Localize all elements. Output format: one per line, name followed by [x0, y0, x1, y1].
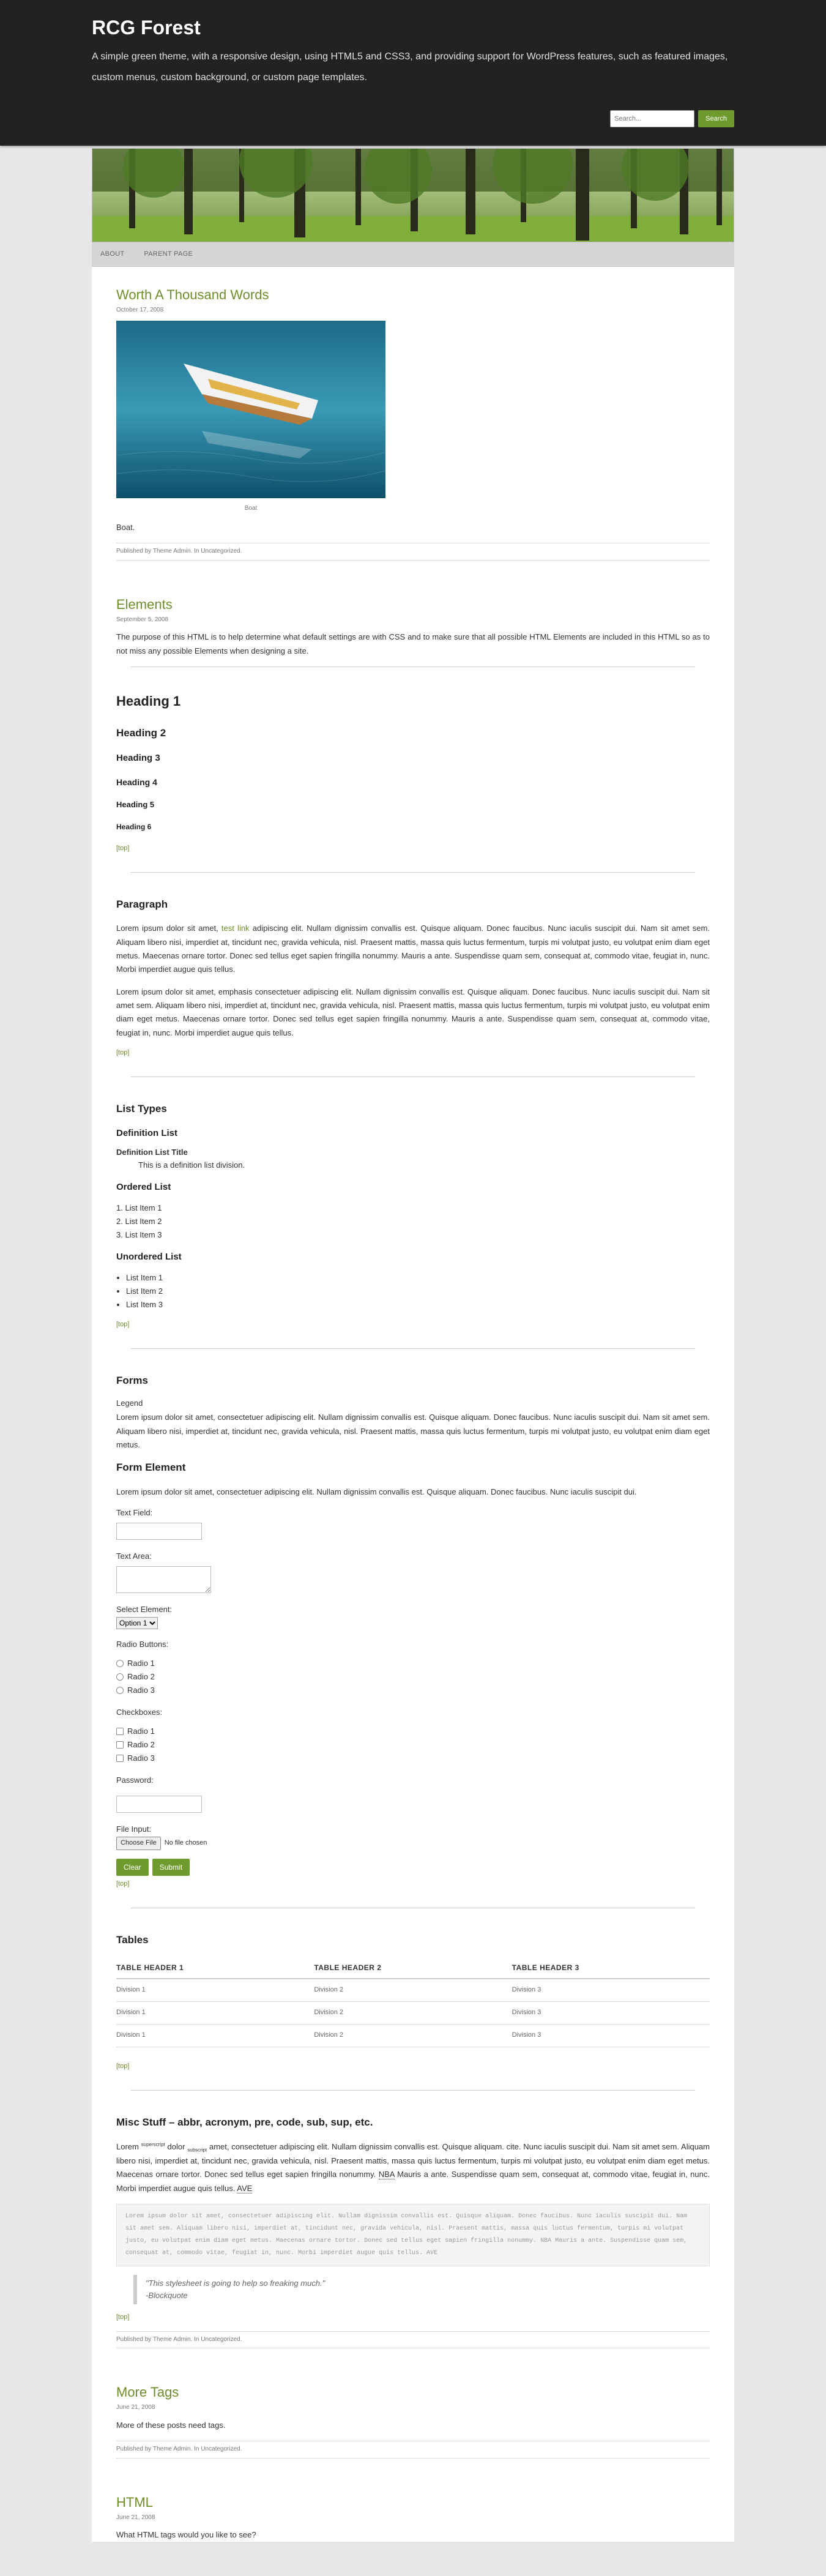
- divider: [131, 872, 695, 873]
- post-body: What HTML tags would you like to see?: [116, 2530, 256, 2539]
- checkbox-option-1[interactable]: [116, 1725, 710, 1738]
- blockquote-cite: -Blockquote: [146, 2290, 188, 2300]
- checkbox-label: Radio 2: [127, 1739, 155, 1749]
- submit-button[interactable]: Submit: [152, 1859, 190, 1876]
- subscript-text: subscript: [187, 2147, 207, 2153]
- table-cell: Division 3: [512, 2002, 710, 2025]
- password-input[interactable]: [116, 1796, 202, 1813]
- choose-file-button[interactable]: Choose File: [116, 1837, 161, 1850]
- text-field-label: Text Field:: [116, 1508, 153, 1518]
- select-element[interactable]: [116, 1617, 158, 1629]
- paragraph-text: Lorem: [116, 2141, 141, 2151]
- radio-group: [116, 1657, 710, 1697]
- section-title-forms: Forms: [116, 1374, 148, 1386]
- site-description: A simple green theme, with a responsive design, using HTML5 and CSS3, and providing support for WordPress features, such as featured images, custom menus, custom background, or custom page templates.: [92, 51, 728, 83]
- definition-list: [116, 1147, 710, 1172]
- post-body: More of these posts need tags.: [116, 2420, 226, 2430]
- table-row: [116, 2002, 710, 2025]
- post-intro: The purpose of this HTML is to help determine what default settings are with CSS and to make sure that all possible HTML Elements are included in this HTML so as to not miss any possible Elements when designing a site.: [116, 632, 710, 655]
- checkbox-label: Radio 1: [127, 1726, 155, 1736]
- table-row: [116, 1979, 710, 2001]
- blockquote: [133, 2275, 693, 2304]
- heading-6: Heading 6: [116, 823, 152, 832]
- top-link[interactable]: [top]: [116, 1320, 130, 1328]
- acronym[interactable]: AVE: [237, 2183, 253, 2193]
- file-input-label: File Input:: [116, 1824, 152, 1834]
- top-link[interactable]: [top]: [116, 1880, 130, 1888]
- post-html: [116, 2493, 710, 2542]
- post-worth-a-thousand-words: [116, 285, 710, 561]
- preformatted-code-block: Lorem ipsum dolor sit amet, consectetuer adipiscing elit. Nullam dignissim convallis est. Quisque aliquam. Donec faucibus. Nunc iaculis suscipit dui. Nam sit amet sem. Aliquam libero nisi, imperdiet at, tincidunt nec, gravida vehicula, nisl. Praesent mattis, massa quis luctus fermentum, turpis mi volutpat justo, eu volutpat enim diam eget metus. Maecenas ornare tortor. Donec sed tellus eget sapien fringilla nonummy. NBA Mauris a ante. Suspendisse quam sem, consequat at, commodo vitae, feugiat in, nunc. Morbi imperdiet augue quis tellus. AVE: [116, 2204, 710, 2266]
- radio-label: Radio 1: [127, 1658, 155, 1668]
- top-link[interactable]: [top]: [116, 2313, 130, 2321]
- definition-description: This is a definition list division.: [138, 1160, 245, 1170]
- radio-button[interactable]: [116, 1660, 124, 1667]
- clear-button[interactable]: Clear: [116, 1859, 149, 1876]
- unordered-list: [126, 1271, 710, 1312]
- file-status: No file chosen: [164, 1839, 207, 1847]
- blockquote-text: "This stylesheet is going to help so freaking much.": [146, 2278, 326, 2288]
- password-label: Password:: [116, 1775, 154, 1785]
- post-date: June 21, 2008: [116, 2514, 155, 2521]
- post-date: October 17, 2008: [116, 306, 164, 313]
- section-title-form-element: Form Element: [116, 1462, 186, 1474]
- ordered-list: [116, 1201, 710, 1242]
- section-title-tables: Tables: [116, 1934, 149, 1946]
- definition-term: Definition List Title: [116, 1148, 188, 1157]
- abbreviation[interactable]: NBA: [378, 2170, 395, 2179]
- form-buttons: [116, 1859, 710, 1876]
- checkbox[interactable]: [116, 1741, 124, 1749]
- form-element-paragraph: Lorem ipsum dolor sit amet, consectetuer adipiscing elit. Nullam dignissim convallis est. Quisque aliquam. Donec faucibus. Nunc iaculis suscipit dui.: [116, 1487, 637, 1496]
- heading-3: Heading 3: [116, 753, 160, 764]
- table-cell: Division 2: [314, 2024, 512, 2047]
- text-area-label: Text Area:: [116, 1551, 152, 1561]
- post-body: Boat.: [116, 522, 135, 532]
- text-area-input[interactable]: [116, 1566, 211, 1593]
- form-legend: Legend: [116, 1398, 143, 1408]
- site-title[interactable]: RCG Forest: [92, 17, 201, 39]
- superscript-text: superscript: [141, 2141, 165, 2148]
- checkbox[interactable]: [116, 1755, 124, 1762]
- site-header: [0, 0, 826, 146]
- radio-option-2[interactable]: [116, 1670, 710, 1684]
- image-caption: Boat: [244, 505, 258, 512]
- ordered-list-title: Ordered List: [116, 1182, 171, 1193]
- file-input: [116, 1837, 710, 1850]
- list-item: 2. List Item 2: [116, 1215, 710, 1228]
- checkbox-option-3[interactable]: [116, 1752, 710, 1765]
- divider: [131, 666, 695, 667]
- forms-paragraph: Lorem ipsum dolor sit amet, consectetuer adipiscing elit. Nullam dignissim convallis est. Quisque aliquam. Donec faucibus. Nunc iaculis suscipit dui. Nam sit amet sem. Aliquam libero nisi, imperdiet at, tincidunt nec, gravida vehicula, nisl. Praesent mattis, massa quis luctus fermentum, turpis mi volutpat justo, eu volutpat enim diam eget metus.: [116, 1413, 710, 1449]
- post-title[interactable]: More Tags: [116, 2384, 179, 2400]
- data-table: [116, 1958, 710, 2047]
- section-title-list-types: List Types: [116, 1103, 167, 1115]
- radio-button[interactable]: [116, 1673, 124, 1681]
- boat-image[interactable]: [116, 321, 385, 498]
- search-form: [610, 110, 734, 127]
- table-cell: Division 1: [116, 2024, 314, 2047]
- paragraph-text: Lorem ipsum dolor sit amet,: [116, 924, 221, 933]
- radio-label: Radio 3: [127, 1685, 155, 1695]
- heading-4: Heading 4: [116, 777, 157, 788]
- checkbox[interactable]: [116, 1728, 124, 1735]
- select-label: Select Element:: [116, 1604, 173, 1614]
- search-input[interactable]: [610, 110, 694, 127]
- radio-button[interactable]: [116, 1687, 124, 1694]
- search-button[interactable]: Search: [698, 110, 734, 127]
- definition-list-title: Definition List: [116, 1127, 177, 1138]
- page-wrapper: [92, 148, 734, 2576]
- table-cell: Division 3: [512, 1979, 710, 2001]
- list-item: • List Item 2: [126, 1285, 710, 1298]
- checkbox-label: Radio 3: [127, 1753, 155, 1763]
- main-navigation: [92, 242, 734, 267]
- section-title-paragraph: Paragraph: [116, 898, 168, 910]
- paragraph-2: Lorem ipsum dolor sit amet, emphasis consectetuer adipiscing elit. Nullam dignissim convallis est. Quisque aliquam. Donec faucibus. Nunc iaculis suscipit dui. Nam sit amet sem. Aliquam libero nisi, imperdiet at, tincidunt nec, gravida vehicula, nisl. Praesent mattis, massa quis luctus fermentum, turpis mi volutpat justo, eu volutpat enim diam eget metus. Maecenas ornare tortor. Donec sed tellus eget sapien fringilla nonummy. Mauris a ante. Suspendisse quam sem, consequat at, commodo vitae, feugiat in, nunc. Morbi imperdiet augue quis tellus.: [116, 987, 710, 1037]
- heading-5: Heading 5: [116, 800, 155, 810]
- post-meta: Published by Theme Admin. In Uncategorized.: [116, 2331, 710, 2349]
- post-title[interactable]: Worth A Thousand Words: [116, 287, 269, 302]
- list-item: • List Item 1: [126, 1271, 710, 1285]
- list-item: • List Item 3: [126, 1298, 710, 1312]
- heading-1: Heading 1: [116, 693, 181, 709]
- unordered-list-title: Unordered List: [116, 1252, 182, 1263]
- post-date: September 5, 2008: [116, 616, 169, 623]
- checkbox-group: [116, 1725, 710, 1765]
- table-header: TABLE HEADER 2: [314, 1958, 512, 1979]
- post-more-tags: [116, 2383, 710, 2458]
- paragraph-text: adipiscing elit. Nullam dignissim convallis est. Quisque aliquam. Donec faucibus. Nunc iaculis suscipit dui. Nam sit amet sem. Aliquam libero nisi, imperdiet at, tincidunt nec, gravida vehicula, nisl. Praesent mattis, massa quis luctus fermentum, turpis mi volutpat justo, eu volutpat enim diam eget metus. Maecenas ornare tortor. Donec sed tellus eget sapien fringilla nonummy. Mauris a ante. Suspendisse quam sem, consequat at, commodo vitae, feugiat in, nunc. Morbi imperdiet augue quis tellus.: [116, 924, 710, 974]
- post-date: June 21, 2008: [116, 2404, 155, 2411]
- radio-option-3[interactable]: [116, 1684, 710, 1697]
- table-cell: Division 2: [314, 2002, 512, 2025]
- table-header-row: [116, 1958, 710, 1979]
- divider: [131, 2090, 695, 2091]
- checkboxes-label: Checkboxes:: [116, 1707, 163, 1717]
- post-title[interactable]: HTML: [116, 2494, 153, 2510]
- table-cell: Division 3: [512, 2024, 710, 2047]
- main-content: [92, 267, 734, 2542]
- table-cell: Division 2: [314, 1979, 512, 2001]
- radio-option-1[interactable]: [116, 1657, 710, 1670]
- table-cell: Division 1: [116, 1979, 314, 2001]
- menu-item-about[interactable]: ABOUT: [100, 250, 125, 258]
- section-title-misc: Misc Stuff – abbr, acronym, pre, code, sub, sup, etc.: [116, 2116, 373, 2128]
- list-item: 1. List Item 1: [116, 1201, 710, 1215]
- post-meta: Published by Theme Admin. In Uncategorized.: [116, 2441, 710, 2458]
- radio-label: Radio 2: [127, 1671, 155, 1681]
- post-title[interactable]: Elements: [116, 596, 173, 612]
- paragraph-1: [116, 922, 710, 976]
- top-link[interactable]: [top]: [116, 1049, 130, 1057]
- paragraph-text: Mauris a ante. Suspendisse quam sem, consequat at, commodo vitae, feugiat in, nunc. Morbi imperdiet augue quis tellus.: [116, 2170, 710, 2193]
- text-field-input[interactable]: [116, 1523, 202, 1540]
- table-header: TABLE HEADER 3: [512, 1958, 710, 1979]
- post-elements: [116, 595, 710, 2349]
- misc-paragraph: [116, 2140, 710, 2195]
- header-banner-image: [92, 148, 734, 242]
- post-meta: Published by Theme Admin. In Uncategorized.: [116, 543, 710, 561]
- top-link[interactable]: [top]: [116, 2062, 130, 2070]
- test-link[interactable]: test link: [221, 924, 250, 933]
- divider: [131, 1348, 695, 1349]
- heading-2: Heading 2: [116, 726, 166, 739]
- table-cell: Division 1: [116, 2002, 314, 2025]
- list-item: 3. List Item 3: [116, 1228, 710, 1242]
- radio-buttons-label: Radio Buttons:: [116, 1639, 169, 1649]
- paragraph-text: amet, consectetuer adipiscing elit. Nullam dignissim convallis est. Quisque aliquam. cite. Nunc iaculis suscipit dui. Nam sit amet sem. Aliquam libero nisi, imperdiet at, tincidunt nec, gravida vehicula, nisl. Praesent mattis, massa quis luctus fermentum, turpis mi volutpat justo, eu volutpat enim diam eget metus. Maecenas ornare tortor. Donec sed tellus eget sapien fringilla nonummy.: [116, 2141, 710, 2179]
- checkbox-option-2[interactable]: [116, 1738, 710, 1752]
- menu-item-parent-page[interactable]: PARENT PAGE: [144, 250, 193, 258]
- table-row: [116, 2024, 710, 2047]
- paragraph-text: dolor: [165, 2141, 188, 2151]
- table-header: TABLE HEADER 1: [116, 1958, 314, 1979]
- top-link[interactable]: [top]: [116, 844, 130, 852]
